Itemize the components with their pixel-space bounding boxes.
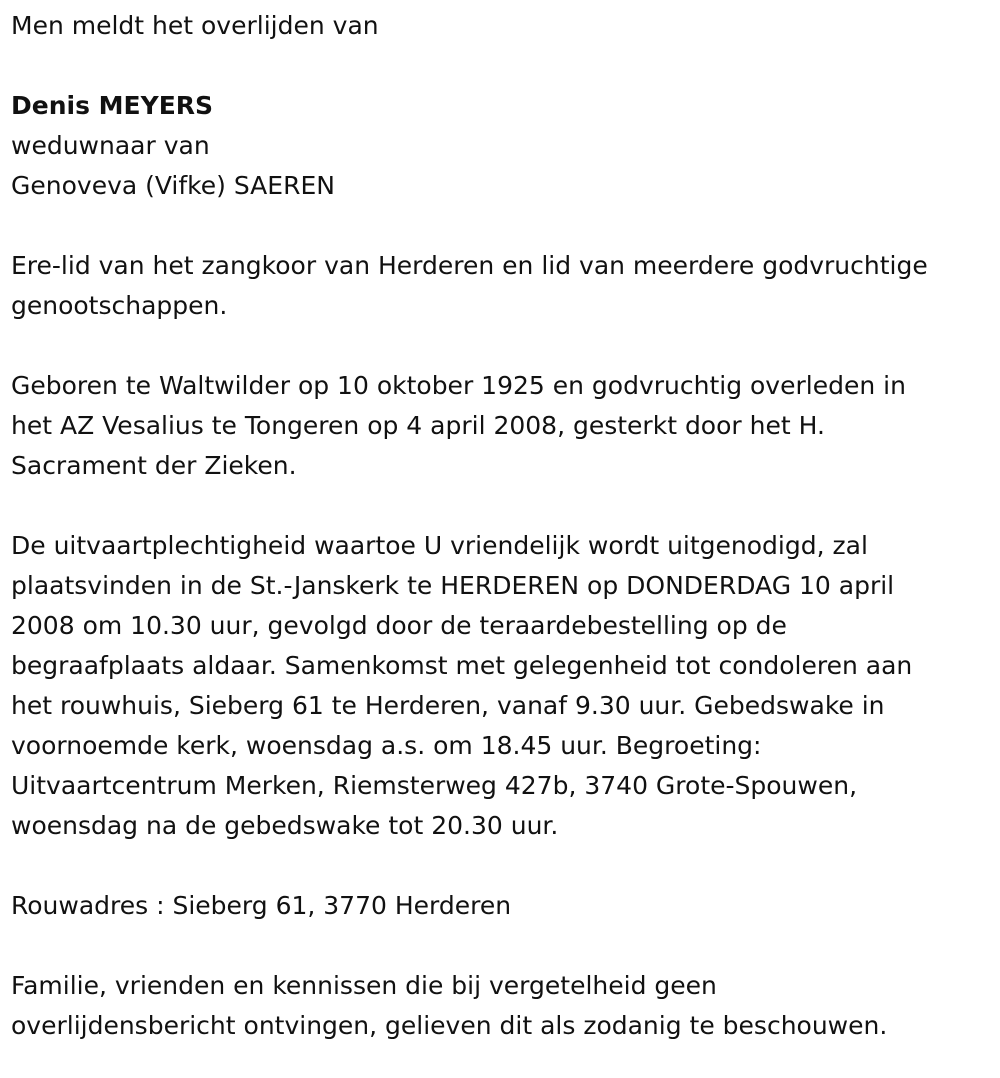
- relation-line: weduwnaar van: [11, 131, 210, 160]
- funeral-line: De uitvaartplechtigheid waartoe U vriendelijk wordt uitgenodigd, zal: [11, 531, 868, 560]
- obituary-document: [11, 6, 993, 1046]
- spacer: [11, 206, 993, 246]
- mourning-address: Rouwadres : Sieberg 61, 3770 Herderen: [11, 891, 512, 920]
- funeral-line: voornoemde kerk, woensdag a.s. om 18.45 uur. Begroeting:: [11, 731, 762, 760]
- funeral-line: woensdag na de gebedswake tot 20.30 uur.: [11, 811, 559, 840]
- membership-line: genootschappen.: [11, 291, 228, 320]
- spacer: [11, 486, 993, 526]
- birth-death-paragraph: [11, 366, 993, 486]
- membership-paragraph: [11, 246, 993, 326]
- birth-death-line: het AZ Vesalius te Tongeren op 4 april 2008, gesterkt door het H.: [11, 411, 825, 440]
- funeral-line: plaatsvinden in de St.-Janskerk te HERDEREN op DONDERDAG 10 april: [11, 571, 895, 600]
- spouse-line: Genoveva (Vifke) SAEREN: [11, 171, 335, 200]
- deceased-name: Denis MEYERS: [11, 91, 214, 120]
- funeral-paragraph: [11, 526, 993, 846]
- intro-line: Men meldt het overlijden van: [11, 11, 379, 40]
- birth-death-line: Sacrament der Zieken.: [11, 451, 297, 480]
- funeral-line: het rouwhuis, Sieberg 61 te Herderen, vanaf 9.30 uur. Gebedswake in: [11, 691, 885, 720]
- closing-line: Familie, vrienden en kennissen die bij vergetelheid geen: [11, 971, 717, 1000]
- funeral-line: Uitvaartcentrum Merken, Riemsterweg 427b, 3740 Grote-Spouwen,: [11, 771, 858, 800]
- birth-death-line: Geboren te Waltwilder op 10 oktober 1925 en godvruchtig overleden in: [11, 371, 906, 400]
- closing-line: overlijdensbericht ontvingen, gelieven dit als zodanig te beschouwen.: [11, 1011, 888, 1040]
- membership-line: Ere-lid van het zangkoor van Herderen en lid van meerdere godvruchtige: [11, 251, 928, 280]
- funeral-line: begraafplaats aldaar. Samenkomst met gelegenheid tot condoleren aan: [11, 651, 913, 680]
- spacer: [11, 846, 993, 886]
- spacer: [11, 926, 993, 966]
- funeral-line: 2008 om 10.30 uur, gevolgd door de teraardebestelling op de: [11, 611, 787, 640]
- spacer: [11, 46, 993, 86]
- spacer: [11, 326, 993, 366]
- closing-paragraph: [11, 966, 993, 1046]
